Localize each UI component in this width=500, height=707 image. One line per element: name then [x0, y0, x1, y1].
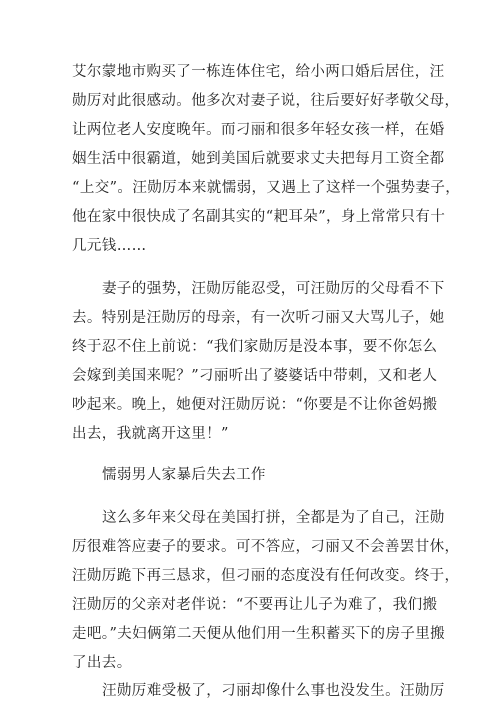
- paragraph-line: 勋厉对此很感动。他多次对妻子说，往后要好好孝敬父母，: [72, 93, 460, 109]
- section-heading: 懦弱男人家暴后失去工作: [102, 467, 266, 483]
- paragraph-line: 吵起来。晚上，她便对汪勋厉说：“你要是不让你爸妈搬: [72, 397, 438, 413]
- paragraph-line: 汪勋厉跪下再三恳求，但刁丽的态度没有任何改变。终于，: [72, 568, 460, 584]
- paragraph-line: 艾尔蒙地市购买了一栋连体住宅，给小两口婚后居住，汪: [72, 64, 445, 80]
- paragraph-line: 几元钱……: [72, 238, 147, 254]
- paragraph-line: 厉很难答应妻子的要求。可不答应，刁丽又不会善罢甘休，: [72, 539, 460, 555]
- paragraph-line: 出去，我就离开这里！”: [72, 426, 229, 442]
- paragraph-line: 终于忍不住上前说：“我们家勋厉是没本事，要不你怎么: [72, 339, 438, 355]
- paragraph-line: “上交”。汪勋厉本来就懦弱，又遇上了这样一个强势妻子，: [72, 180, 461, 196]
- paragraph-line: 妻子的强势，汪勋厉能忍受，可汪勋厉的父母看不下: [102, 281, 445, 297]
- paragraph-line: 这么多年来父母在美国打拼，全都是为了自己，汪勋: [102, 510, 445, 526]
- paragraph-line: 去。特别是汪勋厉的母亲，有一次听刁丽又大骂儿子，她: [72, 310, 445, 326]
- paragraph-line: 会嫁到美国来呢？”刁丽听出了婆婆话中带刺，又和老人: [72, 368, 438, 384]
- paragraph-line: 了出去。: [72, 655, 132, 671]
- paragraph-line: 姻生活中很霸道，她到美国后就要求丈夫把每月工资全都: [72, 151, 445, 167]
- paragraph-line: 他在家中很快成了名副其实的“耙耳朵”，身上常常只有十: [72, 209, 446, 225]
- paragraph-line: 走吧。”夫妇俩第二天便从他们用一生积蓄买下的房子里搬: [72, 626, 446, 642]
- paragraph-line: 汪勋厉难受极了，刁丽却像什么事也没发生。汪勋厉: [102, 683, 445, 699]
- paragraph-line: 让两位老人安度晚年。而刁丽和很多年轻女孩一样，在婚: [72, 122, 445, 138]
- paragraph-line: 汪勋厉的父亲对老伴说：“不要再让儿子为难了，我们搬: [72, 597, 438, 613]
